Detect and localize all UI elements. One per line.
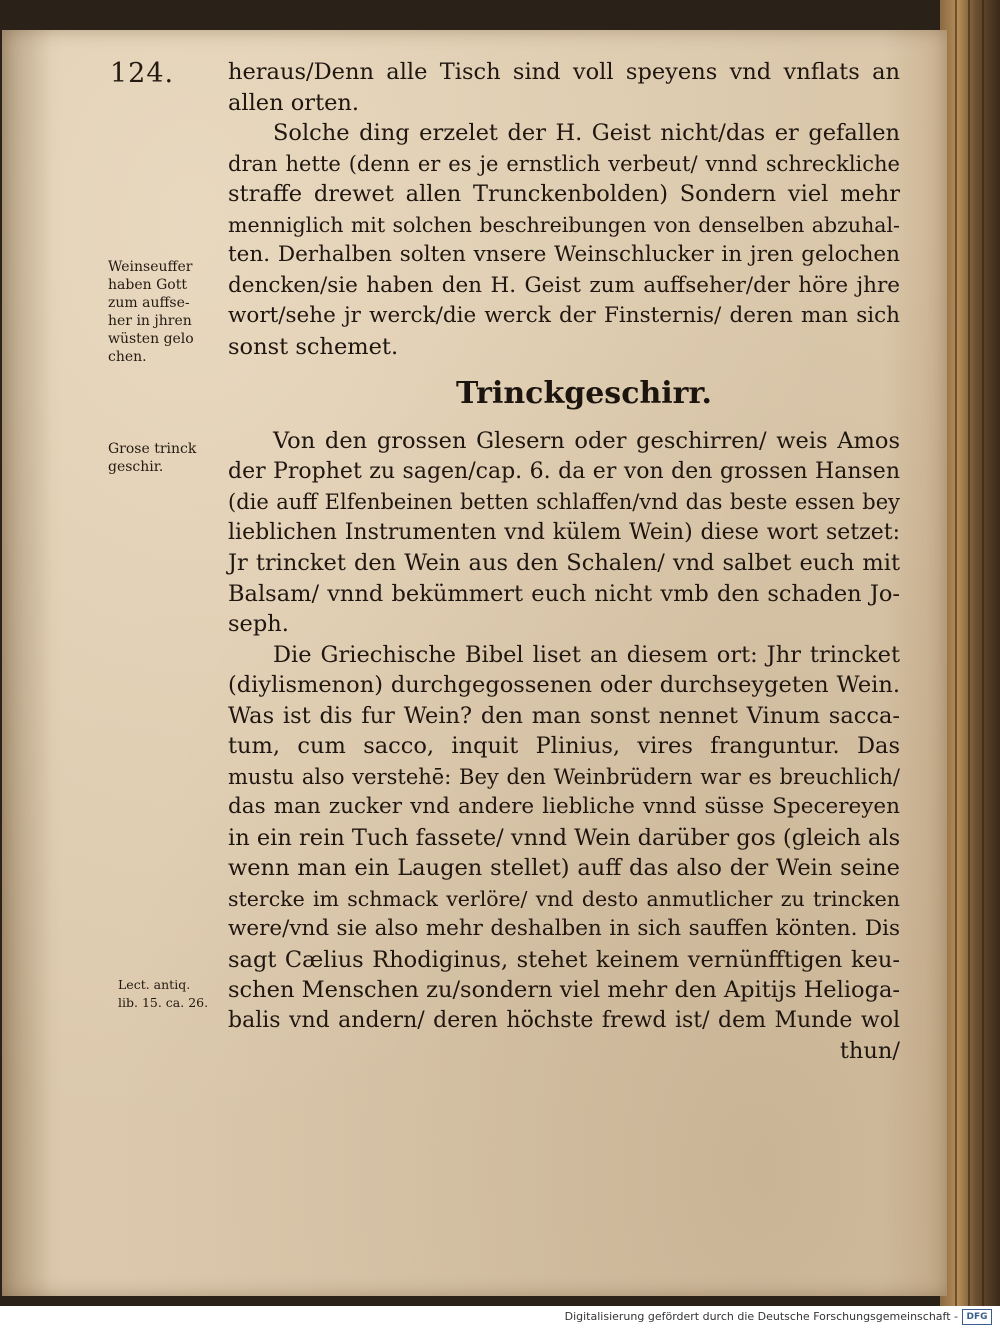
dfg-logo: DFG (962, 1309, 992, 1325)
text-line: thun/ (839, 1038, 900, 1064)
margin-note: Weinseuffer haben Gott zum auffse- her in jhren wüsten gelo chen. (108, 259, 194, 365)
text-line: das man zucker vnd andere liebliche vnnd süsse Specereyen (228, 794, 900, 819)
text-line: straffe drewet allen Trunckenbolden) Sondern viel mehr (228, 181, 900, 207)
text-line: der Prophet zu sagen/cap. 6. da er von den grossen Hansen (228, 458, 900, 484)
page-edge-line (982, 0, 984, 1306)
text-line: stercke im schmack verlöre/ vnd desto anmutlicher zu trincken (228, 886, 900, 911)
text-line: schen Menschen zu/sondern viel mehr den Apitijs Helioga- (228, 977, 900, 1003)
text-line: Von den grossen Glesern oder geschirren/ weis Amos (273, 428, 900, 454)
margin-note: Lect. antiq. lib. 15. ca. 26. (118, 977, 209, 1010)
text-line: balis vnd andern/ deren höchste frewd ist/ dem Munde wol (228, 1007, 900, 1033)
text-line: seph. (228, 611, 289, 637)
text-line: Balsam/ vnnd bekümmert euch nicht vmb den schaden Jo- (228, 580, 900, 607)
text-line: heraus/Denn alle Tisch sind voll speyens vnd vnflats an (228, 59, 900, 85)
text-line: mustu also verstehē: Bey den Weinbrüdern war es breuchlich/ (228, 764, 900, 789)
text-line: tum, cum sacco, inquit Plinius, vires franguntur. Das (228, 733, 900, 759)
text-line: (diylismenon) durchgegossenen oder durchseygeten Wein. (228, 672, 900, 698)
text-line: dencken/sie haben den H. Geist zum auffseher/der höre jhre (228, 272, 900, 298)
text-line: Solche ding erzelet der H. Geist nicht/das er gefallen (273, 120, 900, 146)
text-line: lieblichen Instrumenten vnd külem Wein) diese wort setzet: (228, 519, 900, 545)
text-line: ten. Derhalben solten vnsere Weinschlucker in jren gelochen (228, 242, 900, 267)
text-line: sonst schemet. (228, 333, 399, 360)
text-line: wenn man ein Laugen stellet) auff das also der Wein seine (228, 855, 900, 881)
text-line: Jr trincket den Wein aus den Schalen/ vnd salbet euch mit (228, 550, 900, 576)
margin-note: Grose trinck geschir. (108, 441, 197, 475)
text-line: Was ist dis fur Wein? den man sonst nennet Vinum sacca- (228, 702, 900, 729)
page-number: 124. (110, 58, 175, 89)
gutter-shadow (2, 30, 52, 1296)
section-heading: Trinckgeschirr. (456, 376, 712, 411)
footer-credit: Digitalisierung gefördert durch die Deutsche Forschungsgemeinschaft - (564, 1310, 958, 1323)
text-line: wort/sehe jr werck/die werck der Finsternis/ deren man sich (228, 303, 900, 328)
book-page-edges (940, 0, 1000, 1306)
text-line: sagt Cælius Rhodiginus, stehet keinem vernünfftigen keu- (228, 946, 900, 973)
text-line: Die Griechische Bibel liset an diesem ort: Jhr trincket (273, 641, 900, 668)
text-line: menniglich mit solchen beschreibungen von denselben abzuhal- (228, 212, 900, 237)
page-edge-line (955, 0, 957, 1306)
main-text (228, 57, 900, 1067)
page-edge-line (968, 0, 970, 1306)
text-line: dran hette (denn er es je ernstlich verbeut/ vnnd schreckliche (228, 151, 900, 176)
text-line: were/vnd sie also mehr deshalben in sich sauffen könten. Dis (228, 916, 900, 941)
text-line: in ein rein Tuch fassete/ vnnd Wein darüber gos (gleich als (228, 824, 901, 851)
text-line: allen orten. (228, 89, 360, 116)
text-line: (die auff Elfenbeinen betten schlaffen/vnd das beste essen bey (228, 490, 900, 514)
footer-bar (0, 1306, 1000, 1329)
